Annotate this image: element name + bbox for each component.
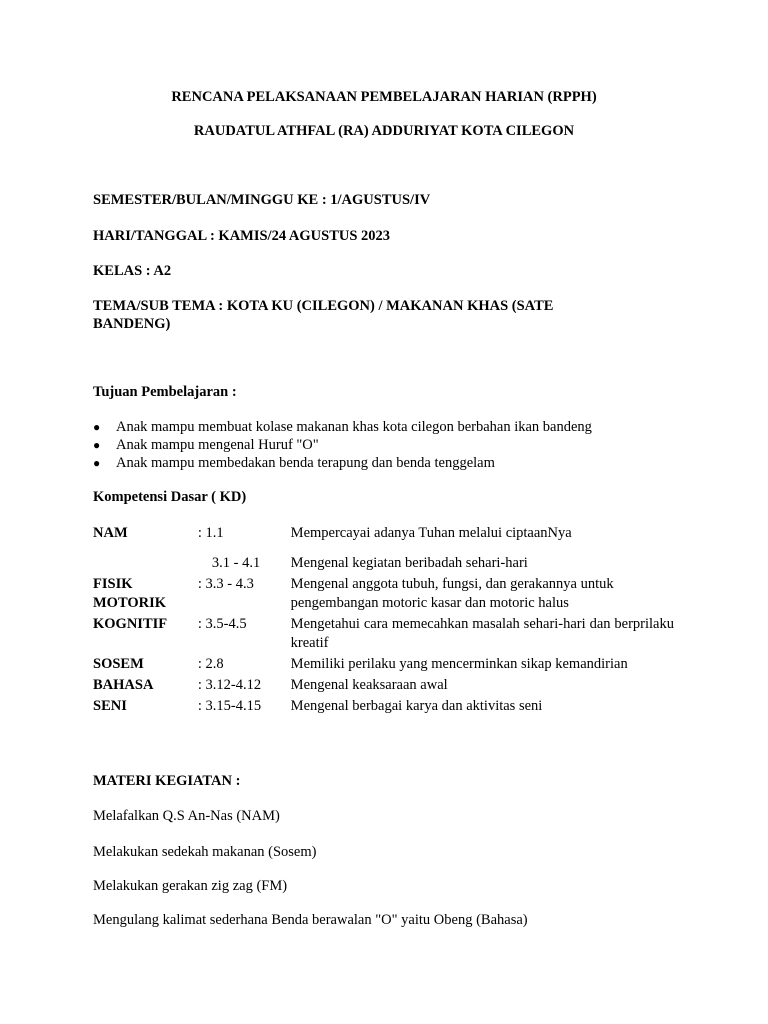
kd-area: BAHASA	[93, 677, 154, 693]
kd-area: SOSEM	[93, 656, 144, 672]
bullet-icon: ●	[93, 420, 101, 434]
kd-desc: Mengenal kegiatan beribadah sehari-hari	[290, 555, 528, 571]
kd-desc: Mengenal berbagai karya dan aktivitas seni	[290, 698, 543, 714]
kd-code: : 3.3 - 4.3	[197, 576, 254, 592]
tujuan-item-text: Anak mampu mengenal Huruf "O"	[116, 437, 319, 453]
kd-area: KOGNITIF	[93, 616, 168, 632]
kd-code: : 3.5-4.5	[197, 616, 247, 632]
tema-line: TEMA/SUB TEMA : KOTA KU (CILEGON) / MAKANAN KHAS (SATE BANDENG)	[93, 298, 554, 332]
kd-desc: Memiliki perilaku yang mencerminkan sikap kemandirian	[290, 656, 628, 672]
kd-code: : 3.15-4.15	[197, 698, 262, 714]
table-row	[93, 543, 674, 573]
table-row	[93, 613, 674, 653]
kd-area	[93, 543, 198, 573]
bullet-icon: ●	[93, 456, 101, 470]
list-item	[93, 418, 592, 436]
materi-item: Melafalkan Q.S An-Nas (NAM)	[93, 808, 280, 824]
kd-desc: Mengenal anggota tubuh, fungsi, dan gerakannya untuk pengembangan motoric kasar dan motoric halus	[290, 576, 614, 611]
kd-desc: Mengenal keaksaraan awal	[290, 677, 448, 693]
kd-code: : 1.1	[197, 525, 224, 541]
materi-item: Melakukan sedekah makanan (Sosem)	[93, 844, 317, 860]
kelas-line: KELAS : A2	[93, 263, 172, 279]
bullet-icon: ●	[93, 438, 101, 452]
tujuan-item-text: Anak mampu membuat kolase makanan khas kota cilegon berbahan ikan bandeng	[116, 419, 592, 435]
document-title: RENCANA PELAKSANAAN PEMBELAJARAN HARIAN (RPPH)	[171, 89, 597, 105]
table-row	[93, 524, 674, 543]
table-row	[93, 653, 674, 674]
school-name: RAUDATUL ATHFAL (RA) ADDURIYAT KOTA CILEGON	[193, 123, 575, 139]
table-row	[93, 674, 674, 695]
table-row	[93, 573, 674, 613]
hari-tanggal-line: HARI/TANGGAL : KAMIS/24 AGUSTUS 2023	[93, 228, 391, 244]
materi-item: Melakukan gerakan zig zag (FM)	[93, 878, 288, 894]
semester-line: SEMESTER/BULAN/MINGGU KE : 1/AGUSTUS/IV	[93, 192, 431, 208]
kd-desc: Mengetahui cara memecahkan masalah sehari-hari dan berprilaku kreatif	[290, 616, 674, 651]
materi-heading: MATERI KEGIATAN :	[93, 773, 241, 789]
kd-code: : 3.12-4.12	[197, 677, 262, 693]
table-row	[93, 695, 674, 716]
kd-heading: Kompetensi Dasar ( KD)	[93, 489, 247, 505]
kd-code: : 2.8	[197, 656, 224, 672]
list-item	[93, 436, 592, 454]
kd-desc: Mempercayai adanya Tuhan melalui ciptaanNya	[290, 525, 572, 541]
kd-area: FISIK MOTORIK	[93, 576, 167, 611]
kd-table	[93, 524, 674, 716]
tujuan-item-text: Anak mampu membedakan benda terapung dan benda tenggelam	[116, 455, 495, 471]
materi-item: Mengulang kalimat sederhana Benda berawalan "O" yaitu Obeng (Bahasa)	[93, 912, 528, 928]
tujuan-list	[93, 418, 592, 472]
kd-area: SENI	[93, 698, 127, 714]
list-item	[93, 454, 592, 472]
kd-area: NAM	[93, 525, 128, 541]
kd-code: 3.1 - 4.1	[211, 555, 261, 571]
tujuan-heading: Tujuan Pembelajaran :	[93, 384, 237, 400]
